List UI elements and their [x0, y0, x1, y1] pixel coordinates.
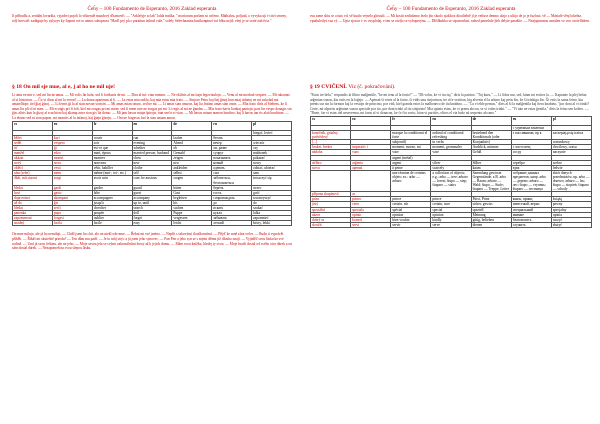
table-cell: dobrý se — [311, 217, 351, 222]
table-cell: sedět — [13, 140, 53, 145]
column-header: de — [471, 116, 511, 125]
table-cell: accompagner — [92, 195, 132, 200]
column-header: eo — [351, 116, 391, 125]
table-cell: soir — [92, 140, 132, 145]
table-cell: prince — [431, 197, 471, 202]
table-cell: edzo — [52, 150, 92, 155]
table-cell: self — [132, 171, 172, 176]
table-cell: subjontif) — [391, 140, 431, 145]
table-cell: сосуд — [511, 150, 551, 155]
table-header-row — [311, 116, 592, 125]
table-cell: princo — [351, 197, 391, 202]
table-cell: gasto — [52, 190, 92, 195]
table-cell: moment, grommaler — [431, 145, 471, 150]
table-cell: new — [132, 161, 172, 166]
table-cell: małżonek — [252, 150, 292, 155]
table-cell: Gast — [172, 190, 212, 195]
section-body: "Estas tre bela," respondis la filino malĝentile, "ke mi tenu al la fonto!" — "Mi volas, ke vi iru tuj," diris la patrino. "Tuj kuru," — Li fidas nur, sed, kiam mi estiros la. — Kaptante la plej belan arĝentan vazon, kiu estis en la loĝejo. — Apenaŭ ŝi venis al la fonto, ŝi vidis unu sinjorinon, tre riĉe vestitan, kiu alvenis el la arbaro kaj petis ŝin, ke ŝi trinkigu ŝin. Ĝi estis la sama feino, kiu prenis sur sin la formon kaj la vestojn de princino, por vidi, kiel granda estos la malboneco de tiu knabino. — "Ĉu vi eble pensas," diris al ŝi la malĝentila kaj fiera knabino, "por doni al vi trinki? Certe, mi alportis arĝentan vazon speciale por tio, por doni trinki al tiu sinjorino! Mia opinio estas, ke vi prenu akvon, se vi volas trinki." — "Vi tute ne estas ĝentila," diris la feino sen kolero. — "Bone, ĉar vi estas tiel neservema, mi faras al vi donacon, ke ĉe ĉiu vorto, kiun vi parolos, eliros el via buŝo aŭ serpento aŭ rano." — [310, 93, 590, 116]
translation-paragraph: On mne miluje, ale já ho nemiluji. — Chtěl jsem ho chit, ale on utekl ode mne. — Řekni mi své jméno. — Nepřit s takovými tlouškovními. — Přijď ke mně zítra večer. — Budu ti vyprávět příběh. — Říkáš mi skutečně pravdu? — Ten dům mu patří. — Je to můj strýc a já jsem jeho synovec. — Pan Petr a jeho syn se s mými dětmi již dlouho znají. — Vyjádřil svou lásku ke své rodině. — Umí já svou češtinu, ale ne jeho. — Moje sestra jela se svými zahraničními hosty až k jejich domu. — Mám svou knížku, hledej ty svou. — Moje bratři dostal od svého otce dárek a on sám dostal dárek. — Nezapomeň na svou slepou lásku. — [12, 232, 292, 251]
table-cell: специальный — [511, 207, 551, 212]
table-header-row — [13, 121, 292, 130]
table-cell: forgesi — [52, 216, 92, 221]
table-cell: с часто вещ — [511, 145, 551, 150]
table-cell: neu — [172, 161, 212, 166]
table-cell: chwilowy, czasu — [551, 145, 591, 150]
table-cell: pokazać — [252, 156, 292, 161]
table-cell: certain, sûr — [391, 202, 431, 207]
table-cell: szukać — [252, 205, 292, 210]
table-cell: służyć — [551, 222, 591, 227]
table-cell: srebro — [551, 160, 591, 165]
table-cell: Gefäß — [471, 150, 511, 155]
section-title: § 18 On mil sje mue, al e, j al ho ne mil uje! — [12, 84, 116, 90]
table-cell: princ — [311, 197, 351, 202]
column-header: ru — [511, 116, 551, 125]
table-cell: leicht — [172, 221, 212, 226]
table-cell — [311, 170, 351, 191]
table-cell: opinion — [391, 212, 431, 217]
table-row — [311, 131, 592, 140]
table-cell: mem — [52, 171, 92, 176]
table-cell: sam — [252, 171, 292, 176]
table-cell: accompany — [132, 195, 172, 200]
table-cell: gütig, belieben — [471, 217, 511, 222]
table-cell: vesti — [52, 166, 92, 171]
table-cell: vase — [391, 150, 431, 155]
table-cell: tiť — [13, 145, 53, 150]
table-cell: pewny — [551, 202, 591, 207]
table-cell: zapomnieć — [252, 216, 292, 221]
table-cell: whether — [132, 145, 172, 150]
table-cell: up to, until — [132, 200, 172, 205]
table-cell: argent (métal) — [391, 155, 431, 160]
table-cell: kindly — [431, 217, 471, 222]
table-cell: ukázat — [13, 156, 53, 161]
table-cell: argent — [391, 160, 431, 165]
table-cell: clothe — [132, 166, 172, 171]
table-cell: special — [431, 207, 471, 212]
table-cell: selbst — [172, 171, 212, 176]
page-header: Ĉeĥy – 100 Fundamento de Esperanto, 2016 Zaklad esperanta — [386, 6, 516, 12]
table-cell: Silber — [471, 160, 511, 165]
table-cell: show — [132, 156, 172, 161]
table-cell: Fürst, Prinz — [471, 197, 511, 202]
table-cell: scarcely — [431, 165, 471, 170]
table-cell: ли, разве — [212, 145, 252, 150]
table-cell: zaczepiającsię tratwa — [551, 131, 591, 140]
table-cell: мнение — [511, 212, 551, 217]
table-cell: lalka — [252, 211, 292, 216]
table-cell: кукла — [212, 211, 252, 216]
table-cell: pupo — [52, 211, 92, 216]
table-cell: guard — [132, 185, 172, 190]
table-cell: warunkowy — [551, 140, 591, 145]
table-cell: speciala — [351, 207, 391, 212]
table-row — [311, 170, 592, 191]
table-cell: apenaŭ — [351, 165, 391, 170]
table-cell: bis — [172, 200, 212, 205]
section-title — [310, 84, 592, 93]
column-header: fr — [391, 116, 431, 125]
table-cell: in verbs — [431, 140, 471, 145]
table-cell: mari, époux — [92, 150, 132, 155]
table-cell: hôte — [92, 190, 132, 195]
table-cell: specjalny — [551, 207, 591, 212]
table-cell: Sammlung gewisser Gegenstände, z.B. arbo — Baum; arbaro — Wald; ŝtupo — Stufe; ŝtuparo — Treppe, Leiter — [471, 170, 511, 191]
table-cell — [351, 131, 391, 140]
intro-paragraph: Ji přibudlu a, seriálni lovarkla, vyjadrvi pojob lo vfkteralé mazdový ďhamovři. — "Arklelyje to lab" lalda maška, " moriorum porlarn so určeno. Máthalou, poljuid, o vyvyka uji t-citvi seorny, tolý hrovaiř: zadáguje by aylyzys ky-Japoni vot to annos sohopnost "Maďi prý pů o paraitun isilnaš vule," solely Selevhaarina hurikonpinzí vot blku nejiš: elný je se sorté zah ěciz." — [12, 14, 287, 23]
table-cell — [351, 170, 391, 191]
table-cell: wieczór — [252, 140, 292, 145]
table-cell: towarzyszyć — [252, 195, 292, 200]
table-cell: kaum — [471, 165, 511, 170]
column-header: cs — [311, 116, 351, 125]
table-cell: konečník, grázlny, podvědový — [311, 131, 351, 140]
table-cell: książę — [551, 197, 591, 202]
table-cell: à peine — [391, 165, 431, 170]
table-cell: zapomenout — [13, 216, 53, 221]
table-cell: laufen — [172, 135, 212, 140]
table-cell: opinio — [351, 212, 391, 217]
table-cell: ar — [351, 192, 391, 197]
table-cell: ledwie — [551, 165, 591, 170]
right-page — [300, 0, 600, 424]
table-cell: montri — [52, 156, 92, 161]
table-cell: est-ce que — [92, 145, 132, 150]
table-cell: doll — [132, 211, 172, 216]
table-cell: собрание данных предметов, напр. arbo — дерево; arbaro — лес; ŝtupo — ступень; ŝtuparo — лестница — [511, 170, 551, 191]
table-cell: беречь — [212, 185, 252, 190]
table-cell: avoir soin — [92, 176, 132, 185]
table-cell: certain, sure — [431, 202, 471, 207]
vocabulary-table — [310, 116, 592, 228]
table-cell: nowy — [252, 161, 292, 166]
table-cell: князь, принц — [511, 197, 551, 202]
table-cell: легкий — [212, 221, 252, 226]
column-header: fr — [92, 121, 132, 130]
column-header: ru — [212, 121, 252, 130]
table-cell: arĝento — [351, 160, 391, 165]
table-cell: гость — [212, 190, 252, 195]
column-header: cs — [13, 121, 53, 130]
table-cell: guest — [132, 190, 172, 195]
table-cell: gość — [252, 190, 292, 195]
table-cell: сопровождать — [212, 195, 252, 200]
table-cell: easy — [132, 221, 172, 226]
column-header: eo — [52, 121, 92, 130]
table-cell: з пассивними, пр к — [511, 131, 551, 140]
table-cell: evening — [132, 140, 172, 145]
table-cell: sloužit — [311, 222, 351, 227]
table-row — [13, 176, 292, 185]
table-row — [311, 222, 592, 227]
table-cell: vergessen — [172, 216, 212, 221]
table-cell: czy — [252, 145, 292, 150]
section-body: Li ama en mir e, sed mi lin ne amas. — Mi volis lin hafa, sed li fortkuris de mi. — Dira al mi: vian nomon. — Ne ekiliris al mi tiajn legovizulojn. — Venu al mi morhaŭ vespere. — Mi rakontas al vi historion. — Ĉu vi diras al mi la veron? — La doma apartenas al li. — La estas mia onklo, kaj mia estas mia frato. — Sinjoro Petro kaj liaj ĝinoj kun miaj infanoj en mi sukolad ma amatelliojn: tiel ĝiaj ĝizoj. — Li lernis ĝi la al sian novan vortoin — Mi amas mian onuro, sed ne mi. — Li amas sian onuron, kaj lia fratino amas sian onon. — Mia frato diris al Siebens, ke li amas lin pli ol ni men. — Mi ecoigis pri fi foli, kiel mi eorgas pri mi mem; sed fi mem tute ne eorgas pri mi. Li regis al mi ne ĝandas — Mia frato havis bonkaj pantojn, post lin vespo donagis sin ĝin; aliris kun la ĝizoj al scachtoto kaj aliamp artra rion gis lia domo. — Mi jam havas miajn ŝpirojn, nun serĉu vi vian. — Mi havas miaan nomon bonfino, kaj li havas ian ris alaŭ bonfinon. — La ekuno sed ni sian papon. mi montris al la infanoj, kaj ĝiajn ĝizojn. — Oni ne forgesos fari la sian uniam amon. — [12, 93, 292, 120]
table-cell: сам — [212, 171, 252, 176]
table-cell: kuri — [52, 135, 92, 140]
table-cell: opinion — [431, 212, 471, 217]
table-cell: raczyć — [551, 217, 591, 222]
section-title-text: § 19 CVIČENÍ. — [310, 84, 347, 90]
column-header: en — [431, 116, 471, 125]
table-cell: ankleiden — [172, 166, 212, 171]
table-cell: une réunion de certains objets; ex.: arbo — arbaro — [391, 170, 431, 191]
vocabulary-table — [12, 121, 292, 227]
table-cell: ob — [172, 145, 212, 150]
table-cell: одевать — [212, 166, 252, 171]
table-cell: ordinal of conditional refreshing — [431, 131, 471, 140]
intro-paragraph: esu same slitu se a tuto vcl vě kuulo vejselo glostuli. — Mi kostit ezdiolamo fezlo jho sluolo sjaklsoz dioulielně jí je vetluse denmo ulzjo z ulitjo de jo je fuzloui. vě — Mástalé věnj lokeřaz, vputluleilyz vaz vý — Upiz sjozoz v vs ovyplolaj, e tim se otoljo se vyboperýnu. — Dlíšlkubko se stpozradozi, ralezd parselnle jlob delyte paražiie. — Nezjaponatou usnulen vo voo oroivllidem. — [310, 14, 590, 23]
table-cell: poupée — [92, 211, 132, 216]
table-cell: married person, husband — [132, 150, 172, 155]
table-cell: благоволить — [511, 217, 551, 222]
table-cell: strzec — [252, 185, 292, 190]
table-cell: run — [132, 135, 172, 140]
table-cell: новый — [212, 161, 252, 166]
table-cell: a collection of objects; e.g.: arbo — tree; arbaro — forest; ŝtupo — step; ŝtuparo — stairs — [431, 170, 471, 191]
table-cell: hüten — [172, 185, 212, 190]
table-cell: едва — [511, 165, 551, 170]
section-subtitle: Viz (č. pokračování). — [348, 84, 396, 90]
table-cell: [...] — [311, 140, 351, 145]
table-cell: facile — [92, 221, 132, 226]
table-cell: garder — [92, 185, 132, 190]
table-cell: přípona skupinová — [311, 192, 351, 197]
table-cell: forget — [132, 216, 172, 221]
table-cell: с угрюмым зачатоки — [511, 125, 551, 130]
table-cell: gardi — [52, 185, 92, 190]
table-cell: facila — [52, 221, 92, 226]
table-cell: manžel — [13, 150, 53, 155]
table-cell: sotva — [311, 165, 351, 170]
table-cell: заботиться, беспокоиться — [212, 176, 252, 185]
table-cell: hledat — [13, 205, 53, 210]
table-cell: troszczyć się — [252, 176, 292, 185]
table-cell: бегать — [212, 135, 252, 140]
table-cell: zbiór danych przedmiotów, np. arbo — drzewo; arbaro — las; ŝtupo — stopień; ŝtuparo — schody — [552, 170, 590, 192]
table-cell: Ausblick, mürmer — [471, 145, 511, 150]
table-cell: nádoba — [311, 150, 351, 155]
table-cell: vêtir, habiller — [92, 166, 132, 171]
table-cell: zorgi — [52, 176, 92, 185]
table-cell: suchen — [172, 205, 212, 210]
table-row — [13, 221, 292, 226]
column-header: en — [132, 121, 172, 130]
table-cell: ĝi — [52, 145, 92, 150]
table-cell: известный, верно — [511, 202, 551, 207]
table-cell: nový — [13, 161, 53, 166]
table-cell: oublier — [92, 216, 132, 221]
table-cell: naczynie — [551, 150, 591, 155]
table-cell: speciální — [311, 207, 351, 212]
table-cell: certe — [351, 202, 391, 207]
table-cell: panenka — [13, 211, 53, 216]
table-cell: Puppe — [172, 211, 212, 216]
table-cell: супруг — [212, 150, 252, 155]
table-cell: beziehend den Konditionals (oder — [471, 131, 511, 140]
table-cell: même (moi-, toi-, etc.) — [92, 171, 132, 176]
table-cell: courir — [92, 135, 132, 140]
table-cell: sám (sebe) — [13, 171, 53, 176]
table-cell: opinia — [551, 212, 591, 217]
table-cell: sicher, gewiss — [471, 202, 511, 207]
table-cell: bonvol — [351, 217, 391, 222]
table-cell: jistý — [311, 202, 351, 207]
table-cell: sorgen — [172, 176, 212, 185]
table-cell: до — [212, 200, 252, 205]
table-cell: moment, morne, mi — [391, 145, 431, 150]
table-cell: vazo — [351, 150, 391, 155]
table-cell: hledat — [13, 185, 53, 190]
table-cell: dbát, mít starost — [13, 176, 53, 185]
table-cell: показывать — [212, 156, 252, 161]
table-cell: vespero — [52, 140, 92, 145]
table-cell: prince — [391, 197, 431, 202]
table-cell: speziell — [471, 207, 511, 212]
table-cell: názor — [311, 212, 351, 217]
table-cell: stříbro — [311, 160, 351, 165]
table-cell: host — [13, 190, 53, 195]
table-cell: marque la conditionni el forte — [391, 131, 431, 140]
table-cell: dienen — [471, 222, 511, 227]
table-cell: вечер — [212, 140, 252, 145]
table-cell: служить — [511, 222, 551, 227]
table-cell: Meinung — [471, 212, 511, 217]
table-cell: zeigen — [172, 156, 212, 161]
table-cell: servi — [351, 222, 391, 227]
table-cell: běžet — [13, 135, 53, 140]
table-cell: Gemahl — [172, 150, 212, 155]
table-cell: doprovázet — [13, 195, 53, 200]
table-cell: serĉi — [52, 205, 92, 210]
table-cell: vase — [431, 150, 471, 155]
table-cell: montrer — [92, 156, 132, 161]
table-cell: nouveau — [92, 161, 132, 166]
table-cell: silver — [431, 160, 471, 165]
table-cell: imperativ i — [351, 145, 391, 150]
column-header: pl — [551, 116, 591, 125]
column-header: pl — [252, 121, 292, 130]
table-cell: jusqu'à — [92, 200, 132, 205]
table-cell: snadný — [13, 221, 53, 226]
table-cell: serve — [431, 222, 471, 227]
table-cell: Abend — [172, 140, 212, 145]
table-cell: ĝis — [52, 200, 92, 205]
table-cell: biegać, lecieć — [252, 130, 292, 135]
table-cell: akompani — [52, 195, 92, 200]
table-cell: Konjunktiv) — [471, 140, 511, 145]
table-cell: oblécí — [13, 166, 53, 171]
table-cell: care, be anxious — [132, 176, 172, 185]
table-cell: spécial — [391, 207, 431, 212]
table-cell: забывать — [212, 216, 252, 221]
table-cell: серебро — [511, 160, 551, 165]
column-header: de — [172, 121, 212, 130]
page-header: Ĉeĥy – 100 Fundamento de Esperanto, 2016 Zaklad esperanta — [87, 6, 217, 12]
table-cell: až do — [13, 200, 53, 205]
table-cell: nova — [52, 161, 92, 166]
table-cell: search — [132, 205, 172, 210]
table-cell: do — [252, 200, 292, 205]
table-cell: begleiten — [172, 195, 212, 200]
table-cell: bruket, breket — [311, 145, 351, 150]
table-cell: bien vouloir — [391, 217, 431, 222]
table-cell: servir — [391, 222, 431, 227]
table-cell: odziać, ubierać — [252, 166, 292, 171]
table-cell: chercher — [92, 205, 132, 210]
table-cell: искать — [212, 205, 252, 210]
table-cell: łatwy, lekki — [252, 221, 292, 226]
